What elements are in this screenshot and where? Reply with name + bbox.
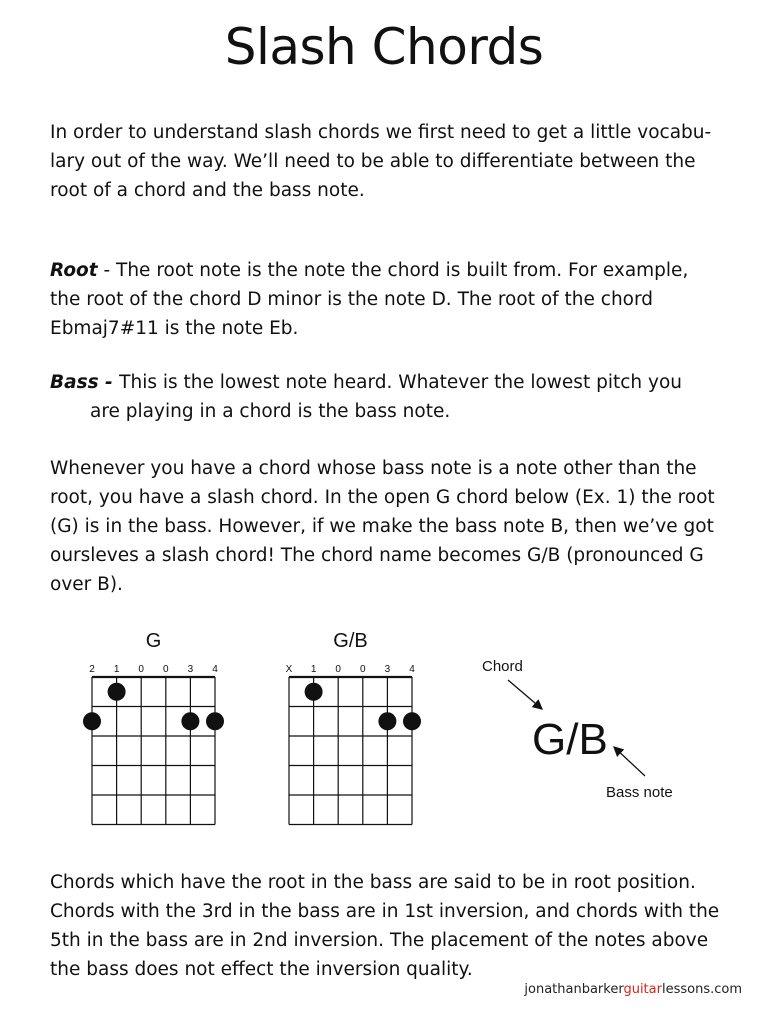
bass-definition bbox=[50, 368, 730, 426]
page-title: Slash Chords bbox=[224, 18, 544, 76]
root-text: - The root note is the note the chord is built from. For example, bbox=[97, 260, 689, 281]
finger-dot bbox=[305, 683, 323, 701]
slash-line: Whenever you have a chord whose bass note is a note other than the bbox=[50, 458, 697, 479]
chord-diagram-g bbox=[83, 630, 224, 825]
chord-arrow bbox=[508, 680, 542, 709]
fingering-label: 3 bbox=[384, 664, 391, 675]
slash-line: root, you have a slash chord. In the open G chord below (Ex. 1) the root bbox=[50, 487, 715, 508]
fingering-label: 4 bbox=[409, 664, 415, 675]
fingering-label: 0 bbox=[138, 664, 144, 675]
chord-name: G/B bbox=[333, 630, 368, 652]
chord-caption: Chord bbox=[482, 658, 523, 675]
root-definition bbox=[50, 256, 730, 343]
bass-note-caption: Bass note bbox=[606, 784, 673, 801]
fingering-label: 3 bbox=[187, 664, 194, 675]
root-text-line2: the root of the chord D minor is the note D. The root of the chord bbox=[50, 289, 654, 310]
footer-accent: guitar bbox=[623, 982, 662, 997]
slash-chord-symbol: G/B bbox=[532, 715, 608, 764]
bass-term: Bass - bbox=[50, 372, 120, 393]
chord-diagram-g-over-b bbox=[286, 630, 421, 825]
fingering-label: 0 bbox=[360, 664, 366, 675]
finger-dot bbox=[108, 683, 126, 701]
fingering-label: 4 bbox=[212, 664, 218, 675]
inversion-paragraph bbox=[50, 868, 730, 984]
root-term: Root bbox=[50, 260, 98, 281]
finger-dot bbox=[181, 712, 199, 730]
finger-dot bbox=[378, 712, 396, 730]
slash-line: (G) is in the bass. However, if we make the bass note B, then we’ve got bbox=[50, 516, 714, 537]
fingering-label: 0 bbox=[163, 664, 169, 675]
fingering-label: 1 bbox=[113, 664, 120, 675]
slash-chord-label bbox=[482, 658, 673, 801]
footer-part: lessons.com bbox=[661, 982, 742, 997]
inversion-line: Chords which have the root in the bass are said to be in root position. bbox=[50, 872, 696, 893]
chord-name: G bbox=[145, 630, 162, 652]
fingering-label: 1 bbox=[310, 664, 317, 675]
site-footer bbox=[524, 982, 742, 997]
slash-line: oursleves a slash chord! The chord name becomes G/B (pronounced G bbox=[50, 545, 704, 566]
finger-dot bbox=[83, 712, 101, 730]
intro-line: root of a chord and the bass note. bbox=[50, 180, 365, 201]
root-text-line3: Ebmaj7#11 is the note Eb. bbox=[50, 318, 299, 339]
slash-chord-paragraph bbox=[50, 454, 730, 599]
bass-note-arrow bbox=[614, 747, 645, 776]
chord-diagrams-figure bbox=[0, 620, 768, 840]
intro-paragraph bbox=[50, 118, 730, 205]
fingering-label: 0 bbox=[335, 664, 341, 675]
fingering-label: X bbox=[285, 664, 293, 675]
inversion-line: Chords with the 3rd in the bass are in 1st inversion, and chords with the bbox=[50, 901, 720, 922]
inversion-line: 5th in the bass are in 2nd inversion. The placement of the notes above bbox=[50, 930, 709, 951]
intro-line: lary out of the way. We’ll need to be able to differentiate between the bbox=[50, 151, 696, 172]
fingering-label: 2 bbox=[89, 664, 95, 675]
intro-line: In order to understand slash chords we first need to get a little vocabu- bbox=[50, 122, 712, 143]
bass-text-line2: are playing in a chord is the bass note. bbox=[90, 401, 451, 422]
finger-dot bbox=[206, 712, 224, 730]
bass-text: This is the lowest note heard. Whatever the lowest pitch you bbox=[119, 372, 682, 393]
finger-dot bbox=[403, 712, 421, 730]
inversion-line: the bass does not effect the inversion quality. bbox=[50, 959, 473, 980]
slash-line: over B). bbox=[50, 574, 123, 595]
footer-part: jonathanbarker bbox=[524, 982, 624, 997]
